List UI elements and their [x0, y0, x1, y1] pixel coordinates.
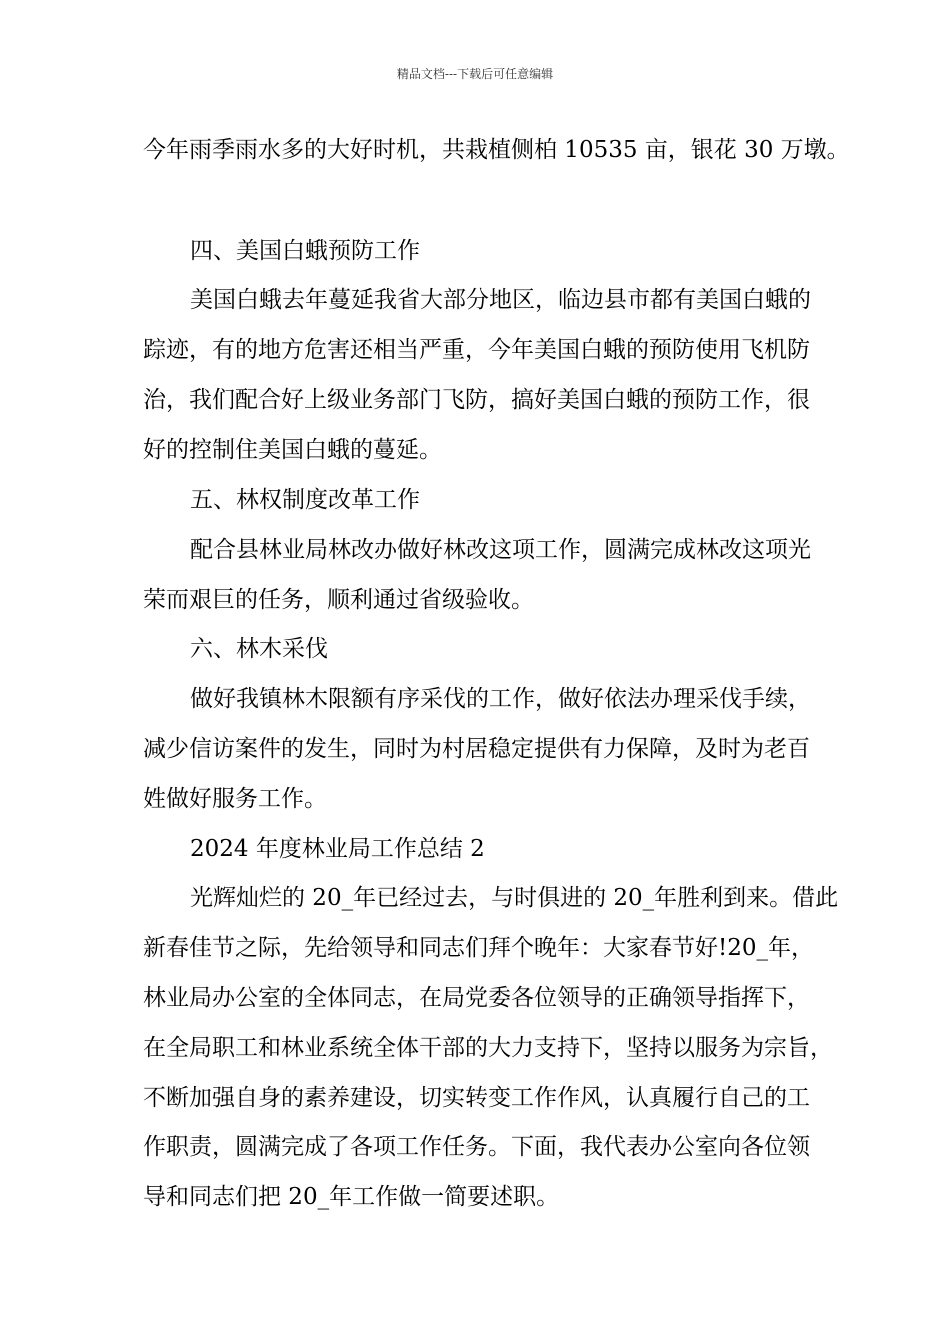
text-line: 姓做好服务工作。	[143, 786, 327, 812]
text-line: 光辉灿烂的 20_年已经过去，与时俱进的 20_年胜利到来。借此	[190, 885, 839, 911]
section-heading: 六、林木采伐	[190, 636, 328, 662]
text-line: 配合县林业局林改办做好林改这项工作，圆满完成林改这项光	[190, 537, 811, 563]
text-line: 在全局职工和林业系统全体干部的大力支持下，坚持以服务为宗旨，	[143, 1035, 833, 1061]
text-line: 新春佳节之际，先给领导和同志们拜个晚年：大家春节好!20_年，	[143, 935, 815, 961]
text-line: 踪迹，有的地方危害还相当严重，今年美国白蛾的预防使用飞机防	[143, 337, 810, 363]
text-line: 做好我镇林木限额有序采伐的工作，做好依法办理采伐手续，	[190, 686, 811, 712]
text-line: 治，我们配合好上级业务部门飞防，搞好美国白蛾的预防工作，很	[143, 387, 810, 413]
text-line: 不断加强自身的素养建设，切实转变工作作风，认真履行自己的工	[143, 1085, 810, 1111]
text-line: 导和同志们把 20_年工作做一简要述职。	[143, 1184, 560, 1210]
text-line: 减少信访案件的发生，同时为村居稳定提供有力保障，及时为老百	[143, 736, 810, 762]
text-line: 作职责，圆满完成了各项工作任务。下面，我代表办公室向各位领	[143, 1134, 810, 1160]
text-line: 美国白蛾去年蔓延我省大部分地区，临边县市都有美国白蛾的	[190, 287, 811, 313]
text-line: 好的控制住美国白蛾的蔓延。	[143, 437, 442, 463]
text-line: 荣而艰巨的任务，顺利通过省级验收。	[143, 587, 534, 613]
section-heading: 五、林权制度改革工作	[190, 487, 420, 513]
page-header: 精品文档---下载后可任意编辑	[396, 67, 554, 81]
document-subtitle: 2024 年度林业局工作总结 2	[190, 836, 485, 862]
text-line: 林业局办公室的全体同志，在局党委各位领导的正确领导指挥下，	[143, 985, 810, 1011]
section-heading: 四、美国白蛾预防工作	[190, 238, 420, 264]
text-line: 今年雨季雨水多的大好时机，共栽植侧柏 10535 亩，银花 30 万墩。	[143, 137, 850, 163]
